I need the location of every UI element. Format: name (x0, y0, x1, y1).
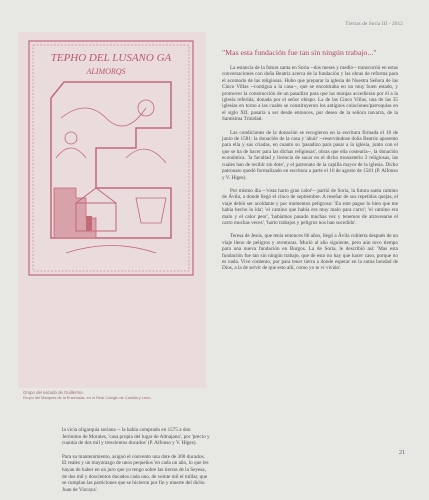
right-paragraph-1: La estancia de la futura santa en Soria --dos meses y medio-- transcurrió en estas conversaciones con doña Beatriz acerca de la fundación y las obras de reforma para el acomodo de las religiosas. Hubo que preparar la iglesia de Nuestra Señora de las Cinco Villas --contigua a la casa--, que se encontraba en un muy buen estado, y promover la construcción de un pasadizo para que las monjas accedieran por él a la iglesia referida, donada por el señor obispo. La de las Cinco Villas, una de las 35 iglesias en torno a las cuales se constituyeron los antiguos colaciones/parroquias en el siglo XII, pasaría a ser desde entonces, por deseo de la señora navarra, de la Santísima Trinidad. (222, 65, 398, 123)
right-paragraph-4: Teresa de Jesús, que tenía entonces 66 años, llegó a Ávila cubierta después de un viaje lleno de peligros y aventuras. Murió al año siguiente, pero aún tuvo tiempo para una nueva fundación en Burgos. La de Soria, le describió así: 'Mas esta fundación fue tan sin ningún trabajo, que de esto no hay que hacer caso, porque no es nada. Vive contento, por para tener tierra a donde esperar en la suma bondad de Dios, a la de servir de que esto allí, como yo te vi vivido'. (222, 233, 398, 272)
left-column-text (62, 427, 210, 500)
right-paragraph-2: Las condiciones de la donación se recogieron en la escritura firmada el 16 de junio de 1581: la donación de la casa y 'ahuir' --reservándose doña Beatriz aposento para ella y sus criadas, en cuanto su 'pasadizo para pasar a la iglesia, junto con el que se ha de hacer para las dichas religiosas', obras que ella costearía--, la donación económica. 'la facultad y licencia de sacar en el dicho monasterio 3 religiosas, las cuales han de recibir sin dote', y el patronato de la capilla mayor de la iglesia. Dicho patronato quedó formalizado en escritura a parte el 16 de agosto de 1581 (P. Alfonso y V. Higes). (222, 129, 398, 181)
left-paragraph-2: Para su mantenimiento, asignó el convento una dote de 300 ducados. El reales y un mayorazgo de unos pequeños 'en cada un año, lo que les hayan de haber en un juro que yo tengo sobre las tierras de la Seyesa, de dos mil y doscientos ducados cada uno, de veinte mil el millar, que se cumplan las particiones que se hicieron por fin y muerte del dicho Juan de Vizcaya'. (62, 453, 209, 493)
caption-line: Grupo del Marqués de la Ensenada, en el Real Colegio de Castilla y León. (23, 395, 152, 400)
running-head: Tierras de Soria III - 2012 (345, 22, 403, 27)
figure-caption (23, 390, 203, 400)
page-number: 21 (399, 450, 405, 456)
caption-title: Grupo del escudo de Guillermo. (23, 390, 84, 395)
engraving-subtitle: ALIMORQS (86, 67, 126, 76)
right-column (222, 48, 398, 279)
left-paragraph-1: la vicia oligarquía soriana -- la había comprado en 1575 a don Jerónimo de Morales, 'casa propia del lugar de Almajano', por 'precio y cuantía de dos mil y trescientos ducados' (P. Alfonso y V. Higes). (62, 427, 210, 447)
engraving-title: TEPHO DEL LUSANO GA (50, 52, 172, 64)
pull-quote: "Mas esta fundación fue tan sin ningún trabajo..." (222, 48, 377, 57)
right-paragraph-3: Por mismo día --'vista harto gran calor'-- partió de Soria, la futura santa camino de Ávila, a donde llegó el cinco de septiembre. A reseñar de sus repetidas quejas, el viaje debió ser acoldante y por momentos peligroso: 'En este pague lo bien que me había hecho la ida'; 'el camino que había era muy malo para carro'; 'el camino era malo y el calor peor', 'habíamos pasado muchas vez y tenemos de atravesarse el carro muchas veces', 'harto trabajos y peligros nos han sucedido'. (222, 187, 398, 226)
engraving-illustration (26, 38, 196, 278)
